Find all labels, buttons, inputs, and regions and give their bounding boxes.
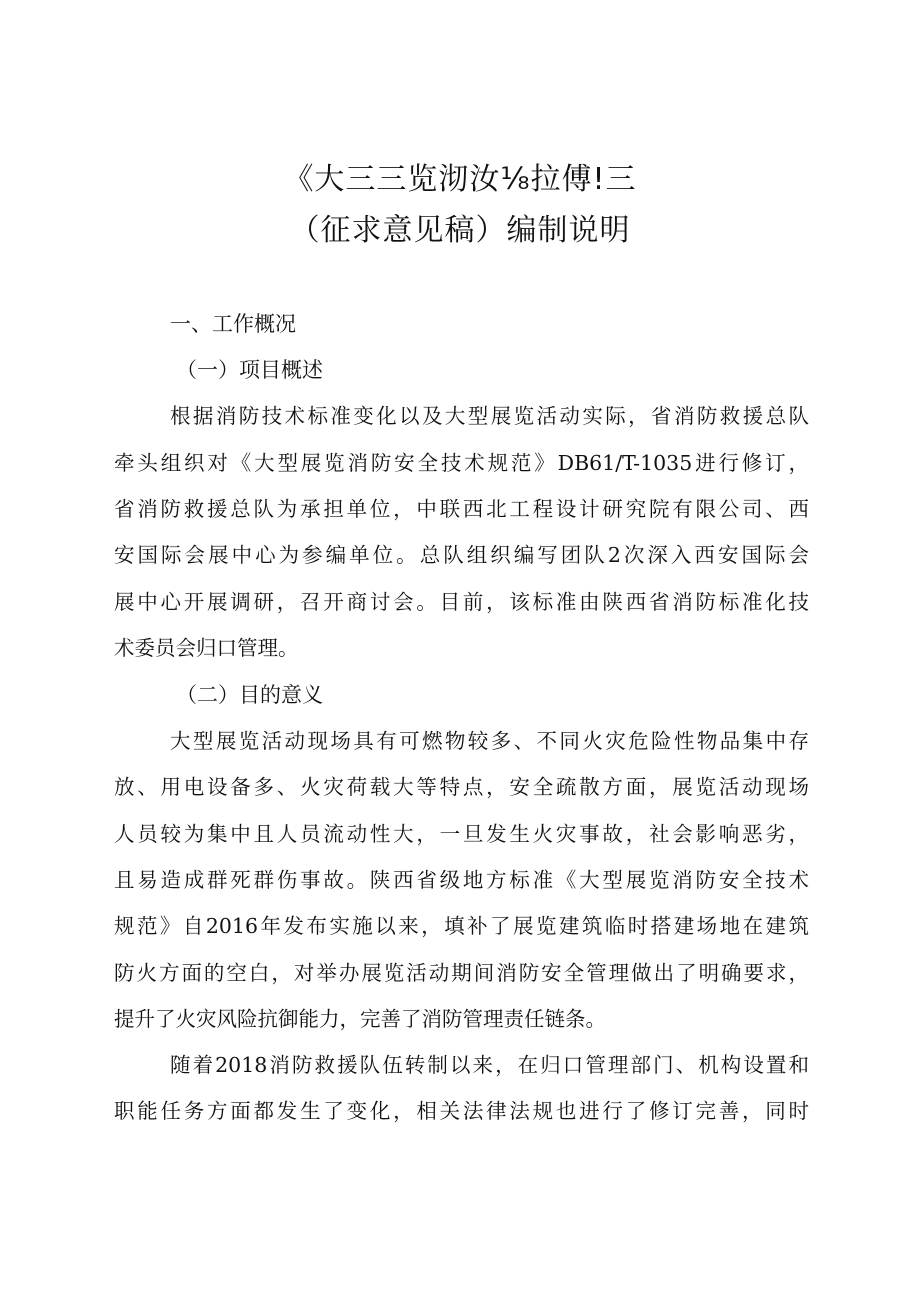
paragraph-line: 放、用电设备多、火灾荷载大等特点，安全疏散方面，展览活动现场 — [114, 775, 809, 799]
paragraph-line: 防火方面的空白，对举办展览活动期间消防安全管理做出了明确要求， — [114, 961, 809, 985]
paragraph-line: 职能任务方面都发生了变化，相关法律法规也进行了修订完善，同时 — [114, 1099, 809, 1123]
doc-title-line-2: （征求意见稿）编制说明 — [289, 213, 631, 248]
paragraph-line: 提升了火灾风险抗御能力，完善了消防管理责任链条。 — [114, 1007, 606, 1031]
subsection-heading-project-overview: （一）项目概述 — [176, 358, 323, 382]
paragraph-line: 根据消防技术标准变化以及大型展览活动实际，省消防救援总队 — [170, 404, 809, 428]
paragraph-line: 展中心开展调研，召开商讨会。目前，该标准由陕西省消防标准化技 — [114, 590, 809, 614]
section-heading-work-overview: 一、工作概况 — [170, 312, 296, 336]
paragraph-line: 牵头组织对《大型展览消防安全技术规范》DB61/T-1035进行修订， — [114, 451, 809, 475]
doc-title-line-1: 《大三三览沏汝⅛拉傅!三 — [283, 162, 637, 197]
paragraph-line: 省消防救援总队为承担单位，中联西北工程设计研究院有限公司、西 — [114, 497, 809, 521]
paragraph-line: 安国际会展中心为参编单位。总队组织编写团队2次深入西安国际会 — [114, 543, 809, 567]
paragraph-line: 规范》自2016年发布实施以来，填补了展览建筑临时搭建场地在建筑 — [114, 914, 809, 938]
paragraph-line: 随着2018消防救援队伍转制以来，在归口管理部门、机构设置和 — [170, 1053, 809, 1077]
paragraph-line: 且易造成群死群伤事故。陕西省级地方标准《大型展览消防安全技术 — [114, 868, 809, 892]
subsection-heading-purpose-significance: （二）目的意义 — [176, 683, 323, 707]
paragraph-line: 大型展览活动现场具有可燃物较多、不同火灾危险性物品集中存 — [170, 729, 809, 753]
paragraph-line: 术委员会归口管理。 — [114, 636, 299, 660]
paragraph-line: 人员较为集中且人员流动性大，一旦发生火灾事故，社会影响恶劣， — [114, 822, 809, 846]
